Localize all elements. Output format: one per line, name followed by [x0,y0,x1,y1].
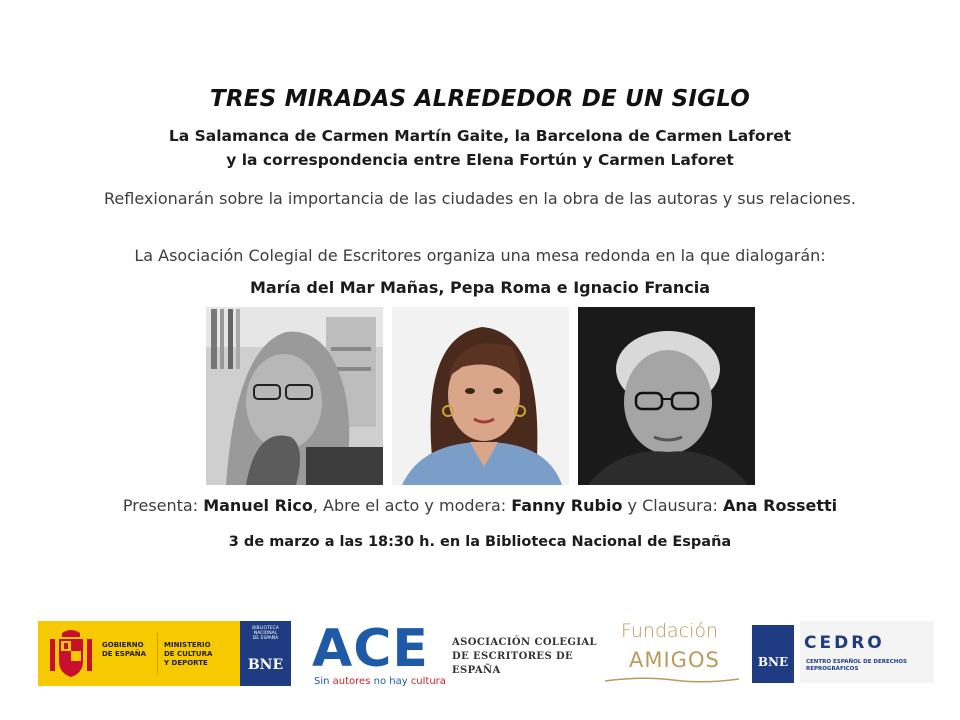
cedro-wordmark: CEDRO [804,633,885,653]
ministerio-line-3: Y DEPORTE [164,659,208,667]
ace-wordmark: ACE [312,619,429,679]
gobierno-logo [38,621,291,686]
speaker-photo-3 [578,307,755,485]
ace-tag-1: Sin [314,676,333,687]
fundacion-underline-icon [603,676,741,684]
gob-separator [157,633,158,675]
presenta-label-2: , Abre el acto y modera: [312,496,512,515]
ace-full-name [452,636,602,678]
coat-of-arms-icon [48,627,94,683]
ace-tag-3: no hay [370,676,411,687]
organizer-text: La Asociación Colegial de Escritores organiza una mesa redonda en la que dialogarán: [134,246,826,265]
presenters-line [0,496,960,515]
subtitle-line-2: y la correspondencia entre Elena Fortún y Carmen Laforet [226,151,734,169]
bne-small-line-2: NACIONAL [253,631,278,636]
ace-tag-2: autores [332,676,371,687]
ace-logo [312,619,602,690]
cedro-sub-line-2: REPROGRÁFICOS [806,666,859,672]
event-description: Reflexionarán sobre la importancia de las ciudades en la obra de las autoras y sus relaciones. [104,189,856,208]
ministerio-line-2: DE CULTURA [164,650,213,658]
presenta-label-3: y Clausura: [622,496,723,515]
ace-name-line-1: ASOCIACIÓN COLEGIAL [452,637,597,648]
ace-tagline [314,676,446,687]
presenter-name: Manuel Rico [203,496,313,515]
gobierno-line-2: DE ESPAÑA [102,650,147,658]
ace-tag-4: cultura [410,676,446,687]
fundacion-line-2: AMIGOS [629,648,720,672]
bne-logo-2 [752,625,794,683]
presenta-label-1: Presenta: [122,496,204,515]
fundacion-line-1: Fundación [621,620,719,642]
event-date: 3 de marzo a las 18:30 h. en la Biblioteca Nacional de España [228,534,732,550]
bne-logo [240,621,291,686]
speaker-photo-1 [206,307,383,485]
bne-wordmark: BNE [247,657,284,673]
event-subtitle [0,124,960,172]
bne-small-text [240,626,291,641]
speaker-photo-2 [392,307,569,485]
cedro-logo [800,621,934,683]
ministerio-line-1: MINISTERIO [164,641,211,649]
event-title: TRES MIRADAS ALREDEDOR DE UN SIGLO [209,86,751,112]
closing-name: Ana Rossetti [722,496,838,515]
bne-wordmark-2: BNE [757,655,789,669]
gobierno-line-1: GOBIERNO [102,641,144,649]
subtitle-line-1: La Salamanca de Carmen Martín Gaite, la Barcelona de Carmen Laforet [168,127,792,145]
ministerio-text [164,641,212,668]
bne-small-line-1: BIBLIOTECA [252,626,279,631]
moderator-name: Fanny Rubio [511,496,623,515]
speakers-list: María del Mar Mañas, Pepa Roma e Ignacio Francia [249,278,711,297]
fundacion-amigos-logo [601,618,743,688]
gobierno-text [102,641,146,659]
cedro-subtitle [806,659,907,673]
cedro-sub-line-1: CENTRO ESPAÑOL DE DERECHOS [806,659,908,665]
bne-small-line-3: DE ESPAÑA [252,636,279,641]
ace-name-line-2: DE ESCRITORES DE ESPAÑA [452,651,574,676]
